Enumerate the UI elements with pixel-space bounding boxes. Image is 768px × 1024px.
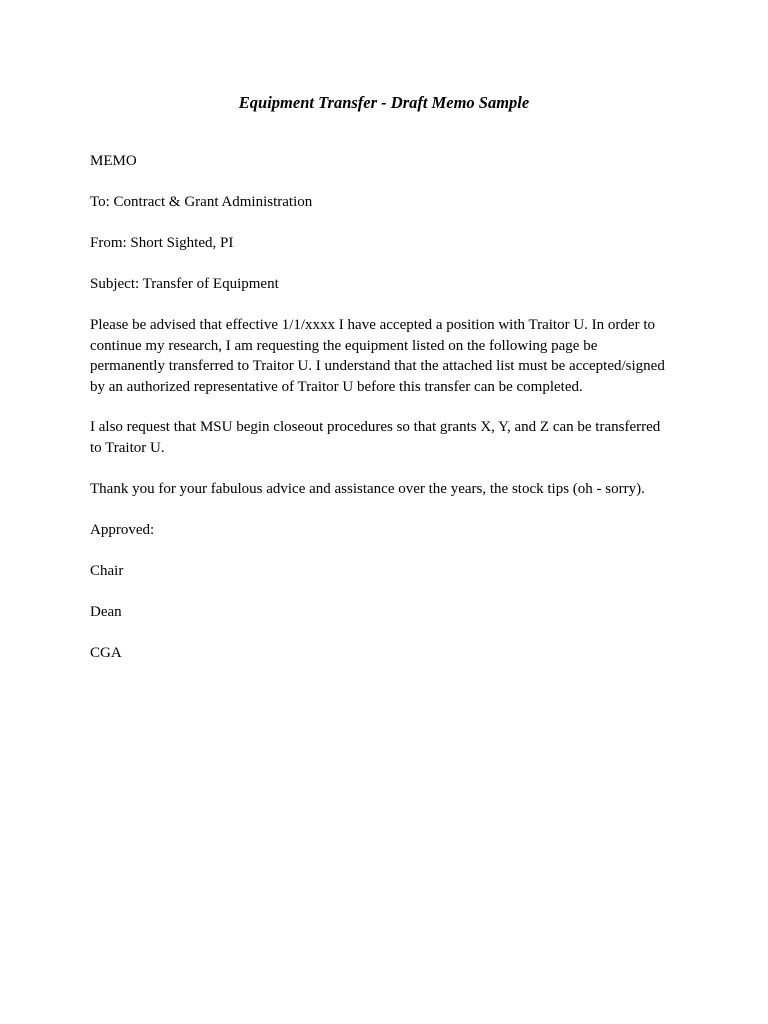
subject-line: Subject: Transfer of Equipment — [90, 276, 279, 292]
paragraph-line: continue my research, I am requesting the equipment listed on the following page be — [90, 337, 598, 354]
paragraph-line: by an authorized representative of Traitor U before this transfer can be completed. — [90, 378, 583, 395]
body-paragraph-3: Thank you for your fabulous advice and assistance over the years, the stock tips (oh - sorry). — [90, 481, 645, 497]
body-paragraph-1 — [90, 315, 680, 397]
approver-chair: Chair — [90, 563, 124, 579]
approver-dean: Dean — [90, 604, 122, 620]
memo-heading: MEMO — [90, 153, 137, 169]
to-line: To: Contract & Grant Administration — [90, 194, 313, 210]
document-title: Equipment Transfer - Draft Memo Sample — [238, 93, 530, 112]
approver-cga: CGA — [90, 645, 122, 661]
paragraph-line: to Traitor U. — [90, 439, 165, 456]
paragraph-line: permanently transferred to Traitor U. I understand that the attached list must be accepted/signed — [90, 358, 665, 374]
paragraph-line: I also request that MSU begin closeout procedures so that grants X, Y, and Z can be transferred — [90, 419, 661, 435]
approved-label: Approved: — [90, 522, 155, 538]
from-line: From: Short Sighted, PI — [90, 235, 234, 251]
body-paragraph-2 — [90, 417, 680, 458]
paragraph-line: Please be advised that effective 1/1/xxxx I have accepted a position with Traitor U. In order to — [90, 317, 655, 333]
